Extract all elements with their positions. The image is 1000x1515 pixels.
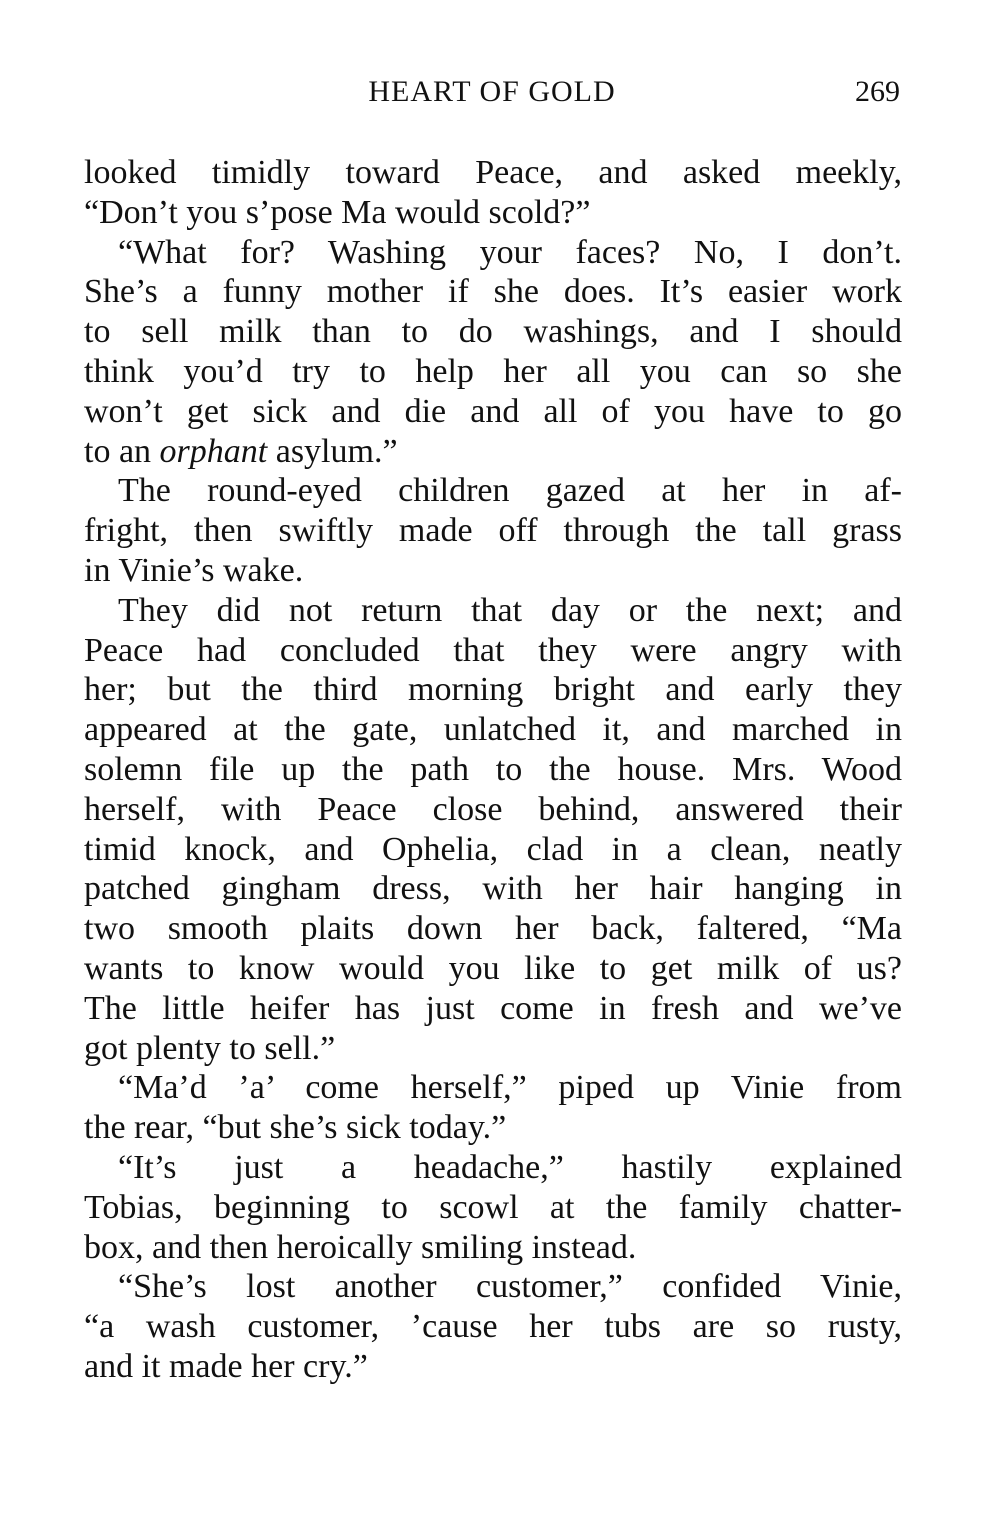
- running-title: HEART OF GOLD: [368, 75, 616, 108]
- text-line: in Vinie’s wake.: [84, 551, 304, 589]
- paragraph: [84, 1068, 902, 1148]
- paragraph: [84, 591, 902, 1069]
- page-number: 269: [855, 75, 900, 108]
- text-line: patched gingham dress, with her hair hanging in: [84, 870, 902, 908]
- body-text: [84, 153, 902, 1387]
- text-line: fright, then swiftly made off through the tall grass: [84, 512, 902, 550]
- text-line: The round-eyed children gazed at her in af-: [118, 472, 902, 510]
- text-line: timid knock, and Ophelia, clad in a clean, neatly: [84, 830, 902, 868]
- text-line: “She’s lost another customer,” confided Vinie,: [118, 1268, 902, 1306]
- text-line: to sell milk than to do washings, and I should: [84, 313, 902, 351]
- text-fragment: asylum.”: [267, 432, 398, 470]
- text-line: “Ma’d ’a’ come herself,” piped up Vinie from: [118, 1069, 902, 1107]
- text-line: “It’s just a headache,” hastily explained: [118, 1148, 902, 1186]
- text-fragment: to an: [84, 432, 160, 470]
- text-line: solemn file up the path to the house. Mrs. Wood: [84, 750, 902, 788]
- paragraph: [84, 1267, 902, 1386]
- running-head: [84, 72, 900, 112]
- text-line: The little heifer has just come in fresh and we’ve: [84, 989, 902, 1027]
- text-line: her; but the third morning bright and early they: [84, 671, 902, 709]
- text-line: wants to know would you like to get milk of us?: [84, 949, 902, 987]
- text-line: appeared at the gate, unlatched it, and marched in: [84, 711, 902, 749]
- text-line: won’t get sick and die and all of you have to go: [84, 392, 902, 430]
- text-line: the rear, “but she’s sick today.”: [84, 1109, 507, 1147]
- text-line: box, and then heroically smiling instead.: [84, 1228, 637, 1266]
- text-line: and it made her cry.”: [84, 1347, 368, 1385]
- text-line: “What for? Washing your faces? No, I don’t.: [118, 233, 902, 271]
- text-line: looked timidly toward Peace, and asked meekly,: [84, 154, 902, 191]
- text-line: Peace had concluded that they were angry with: [84, 631, 902, 669]
- text-line: [84, 432, 902, 472]
- text-line: She’s a funny mother if she does. It’s easier work: [84, 273, 902, 311]
- text-line: got plenty to sell.”: [84, 1029, 336, 1067]
- text-line: They did not return that day or the next; and: [118, 591, 902, 629]
- text-line: herself, with Peace close behind, answered their: [84, 790, 902, 828]
- text-line: “a wash customer, ’cause her tubs are so rusty,: [84, 1308, 902, 1346]
- paragraph: [84, 153, 902, 233]
- text-line: two smooth plaits down her back, faltered, “Ma: [84, 910, 902, 948]
- paragraph: [84, 471, 902, 590]
- italic-word: orphant: [159, 432, 268, 470]
- paragraph: [84, 1148, 902, 1267]
- text-line: think you’d try to help her all you can so she: [84, 352, 902, 390]
- text-line: “Don’t you s’pose Ma would scold?”: [84, 193, 591, 231]
- text-line: Tobias, beginning to scowl at the family chatter-: [84, 1188, 902, 1226]
- paragraph: [84, 233, 902, 472]
